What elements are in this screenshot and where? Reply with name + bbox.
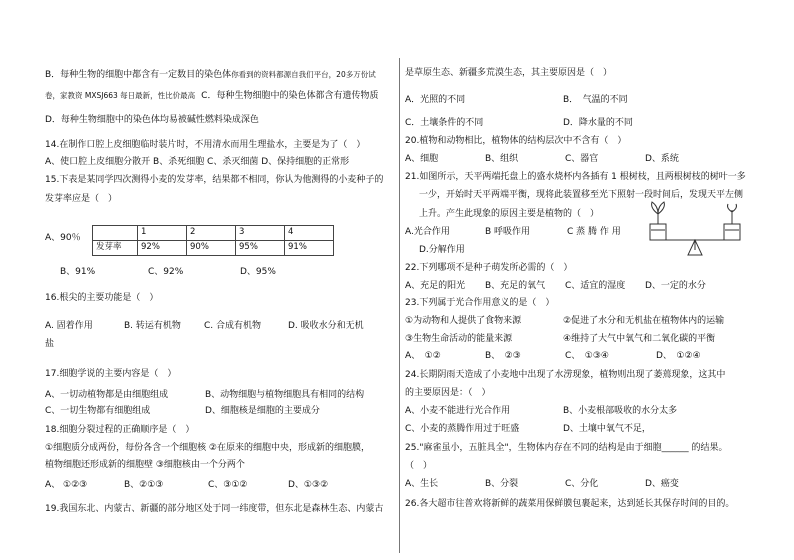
q17-option-d: D、细胞核是细胞的主要成分 [205, 406, 320, 416]
q25-option-c: C、分化 [565, 479, 599, 489]
q23-option-b: B、 ②③ [485, 351, 521, 361]
q19-option-b: B． 气温的不同 [563, 95, 628, 105]
q23-option-a: A、 ①② [405, 351, 441, 361]
q13-option-c: 卷，家教资 MXSJ663 每日最新，性比价最高 C．每种生物细胞中的染色体都含有遗传物质 [45, 91, 379, 101]
q22-option-d: D、一定的水分 [645, 281, 706, 291]
table-cell [93, 226, 138, 241]
balance-figure [640, 200, 750, 258]
table-cell: 91% [285, 241, 334, 256]
q13-option-b: B．每种生物的细胞中都含有一定数目的染色体你看到的资料都源自我们平台，20多万份试 [45, 70, 376, 80]
q17-stem: 17.细胞学说的主要内容是（ ） [45, 369, 177, 379]
q24-option-a: A、小麦不能进行光合作用 [405, 406, 511, 416]
q18-option-b: B、②①③ [124, 480, 164, 490]
q19-option-a: A．光照的不同 [405, 95, 466, 105]
q23-option-c: C、 ①③④ [565, 351, 609, 361]
germination-table [92, 225, 334, 256]
table-cell: 发芽率 [93, 241, 138, 256]
q15-option-a: A、90％ [45, 233, 81, 243]
q21-option-c: C 蒸 腾 作 用 [567, 227, 621, 237]
q22-option-a: A、充足的阳光 [405, 281, 466, 291]
q16-option-b: B. 转运有机物 [124, 321, 181, 331]
q20-stem: 20.植物和动物相比，植物体的结构层次中不含有（ ） [405, 136, 627, 146]
q16-option-c: C. 合成有机物 [204, 321, 262, 331]
q23-statement-4: ④维持了大气中氧气和二氧化碳的平衡 [563, 334, 716, 344]
q18-option-a: A、 ①②③ [45, 480, 88, 490]
q16-stem: 16.根尖的主要功能是（ ） [45, 293, 159, 303]
q24-option-d: D、土壤中氧气不足， [563, 424, 651, 434]
q24-stem-cont: 的主要原因是：（ ） [405, 388, 491, 398]
q13-option-d: D．每种生物细胞中的染色体均易被碱性燃料染成深色 [45, 115, 259, 125]
table-cell: 3 [236, 226, 285, 241]
q18-statement: ①细胞质分成两份，每份各含一个细胞核 ②在原来的细胞中央，形成新的细胞膜， [45, 443, 370, 453]
q22-option-c: C、适宜的湿度 [565, 281, 626, 291]
q18-option-d: D、①③② [288, 480, 329, 490]
q24-stem: 24.长期阴雨天造成了小麦地中出现了水涝现象，植物则出现了萎蔫现象，这其中 [405, 370, 726, 380]
q25-stem-cont: （ ） [405, 461, 433, 471]
q16-option-a: A. 固着作用 [45, 321, 93, 331]
q19-option-d: D．降水量的不同 [563, 118, 633, 128]
q26-stem: 26.各大超市往普欢将新鲜的蔬菜用保鲜膜包裹起来，达到延长其保存时间的目的。 [405, 499, 735, 509]
table-row [93, 241, 334, 256]
q23-statement-3: ③生物生命活动的能量来源 [405, 334, 513, 344]
q15-stem-cont: 发芽率应是（ ） [45, 194, 118, 204]
q18-option-c: C、③①② [208, 480, 248, 490]
q23-statement-1: ①为动物和人提供了食物来源 [405, 316, 522, 326]
q19-stem: 19.我国东北、内蒙古、新疆的部分地区处于同一纬度带，但东北是森林生态、内蒙古 [45, 504, 384, 514]
q17-option-c: C、一切生物都有细胞组成 [45, 406, 151, 416]
table-header-row [93, 226, 334, 241]
table-cell: 95% [236, 241, 285, 256]
q21-stem: 21.如图所示，天平两端托盘上的盛水烧杯内各插有 1 根树枝，且两根树枝的树叶一多 [405, 172, 746, 182]
q18-statement-cont: 植物细胞还形成新的细胞壁 ③细胞核由一个分两个 [45, 460, 245, 470]
q25-option-b: B、分裂 [485, 479, 519, 489]
q23-stem: 23.下列属于光合作用意义的是（ ） [405, 298, 555, 308]
q25-option-a: A、生长 [405, 479, 439, 489]
table-cell: 2 [187, 226, 236, 241]
table-cell: 1 [138, 226, 187, 241]
q15-stem: 15.下表是某同学四次测得小麦的发芽率，结果都不相同，你认为他测得的小麦种子的 [45, 175, 384, 185]
q16-option-d-cont: 盐 [45, 339, 55, 349]
q17-option-a: A、一切动植物都是由细胞组成 [45, 390, 169, 400]
q16-option-d: D. 吸收水分和无机 [288, 321, 364, 331]
q17-option-b: B、动物细胞与植物细胞具有相同的结构 [205, 390, 365, 400]
table-cell: 92% [138, 241, 187, 256]
q21-option-d: D.分解作用 [419, 245, 465, 255]
q18-stem: 18.细胞分裂过程的正确顺序是（ ） [45, 425, 195, 435]
right-column [400, 0, 794, 560]
q24-option-b: B、小麦根部吸收的水分太多 [563, 406, 678, 416]
q15-option-d: D、95% [240, 267, 276, 277]
q20-option-a: A、细胞 [405, 154, 439, 164]
q20-option-c: C、器官 [565, 154, 599, 164]
q14-stem: 14.在制作口腔上皮细胞临时装片时，不用清水而用生理盐水，主要是为了（ ） [45, 140, 366, 150]
q24-option-c: C、小麦的蒸腾作用过于旺盛 [405, 424, 520, 434]
q20-option-b: B、组织 [485, 154, 519, 164]
q19-stem-cont: 是草原生态、新疆多荒漠生态，其主要原因是（ ） [405, 68, 613, 78]
q22-stem: 22.下列哪项不是种子萌发所必需的（ ） [405, 263, 573, 273]
q21-option-a: A.光合作用 [405, 227, 450, 237]
q25-option-d: D、癌变 [645, 479, 679, 489]
table-cell: 90% [187, 241, 236, 256]
q21-stem-cont2: 上升。产生此现象的原因主要是植物的（ ） [419, 209, 600, 219]
q22-option-b: B、充足的氧气 [485, 281, 546, 291]
q14-options: A、使口腔上皮细胞分散开 B、杀死细胞 C、杀灭细菌 D、保持细胞的正常形 [45, 157, 350, 167]
q25-stem: 25."麻雀虽小，五脏具全"，生物体内存在不同的结构是由于细胞______ 的结果。 [405, 443, 728, 453]
q23-option-d: D、 ①②④ [656, 351, 701, 361]
q21-stem-cont: 一少，开始时天平两端平衡，现将此装置移至光下照射一段时间后，发现天平左侧 [419, 190, 744, 200]
q19-option-c: C．土壤条件的不同 [405, 118, 484, 128]
q23-statement-2: ②促进了水分和无机盐在植物体内的运输 [563, 316, 725, 326]
q15-option-c: C、92% [148, 267, 184, 277]
table-cell: 4 [285, 226, 334, 241]
q15-option-b: B、91% [60, 267, 96, 277]
q20-option-d: D、系统 [645, 154, 679, 164]
q21-option-b: B 呼吸作用 [485, 227, 531, 237]
